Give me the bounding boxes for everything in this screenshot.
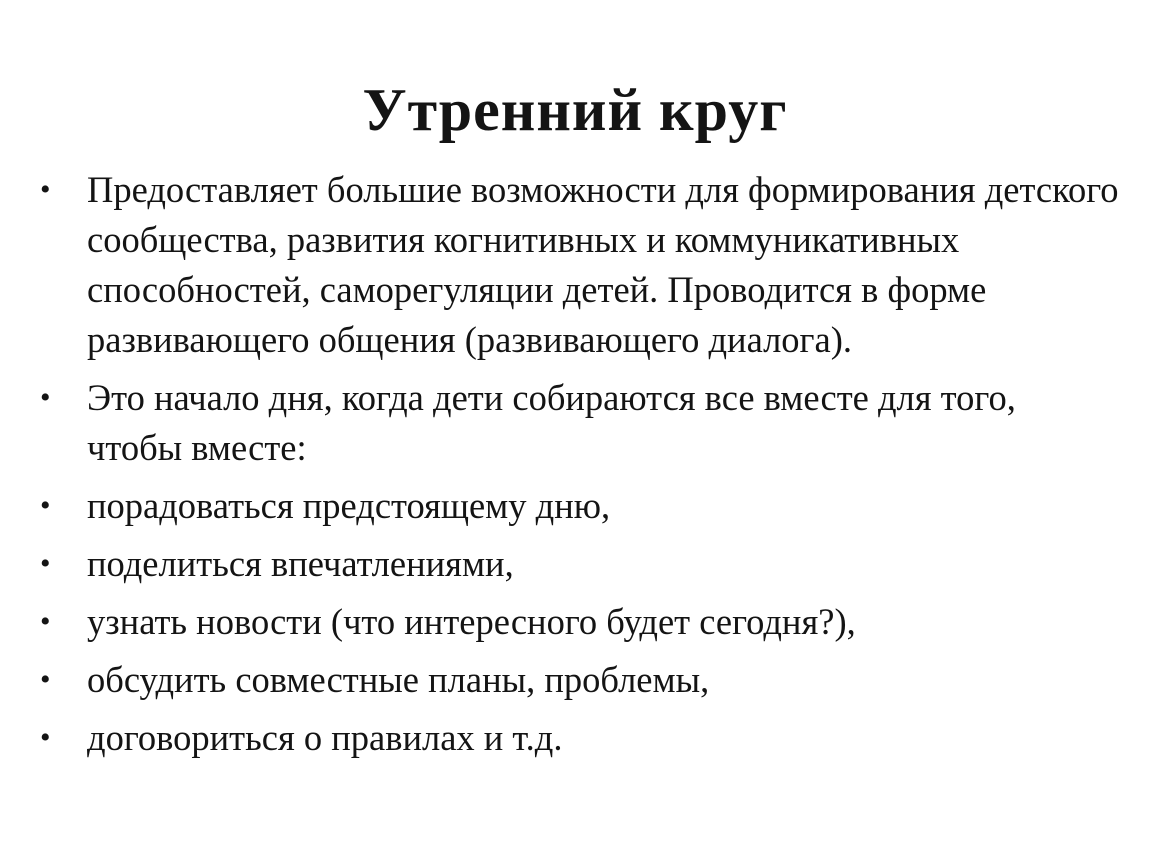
list-item-text: Предоставляет большие возможности для формирования детского сообщества, развития когнитивных и коммуникативных способностей, саморегуляции детей. Проводится в форме развивающего общения (развивающего диалога). [87, 169, 1119, 360]
list-item [40, 597, 1120, 647]
list-item-text: договориться о правилах и т.д. [87, 717, 563, 758]
list-item-text: узнать новости (что интересного будет сегодня?), [87, 601, 856, 642]
bullet-icon: • [40, 173, 51, 206]
bullet-list [40, 165, 1120, 771]
bullet-icon: • [40, 605, 51, 638]
list-item [40, 165, 1120, 365]
bullet-icon: • [40, 547, 51, 580]
bullet-icon: • [40, 381, 51, 414]
list-item [40, 539, 1120, 589]
list-item-text: Это начало дня, когда дети собираются все вместе для того, чтобы вместе: [87, 377, 1016, 468]
list-item [40, 481, 1120, 531]
list-item [40, 713, 1120, 763]
bullet-icon: • [40, 721, 51, 754]
bullet-icon: • [40, 663, 51, 696]
list-item [40, 655, 1120, 705]
bullet-icon: • [40, 489, 51, 522]
list-item-text: поделиться впечатлениями, [87, 543, 514, 584]
slide-title: Утренний круг [362, 77, 788, 143]
list-item-text: обсудить совместные планы, проблемы, [87, 659, 710, 700]
list-item [40, 373, 1120, 473]
list-item-text: порадоваться предстоящему дню, [87, 485, 611, 526]
